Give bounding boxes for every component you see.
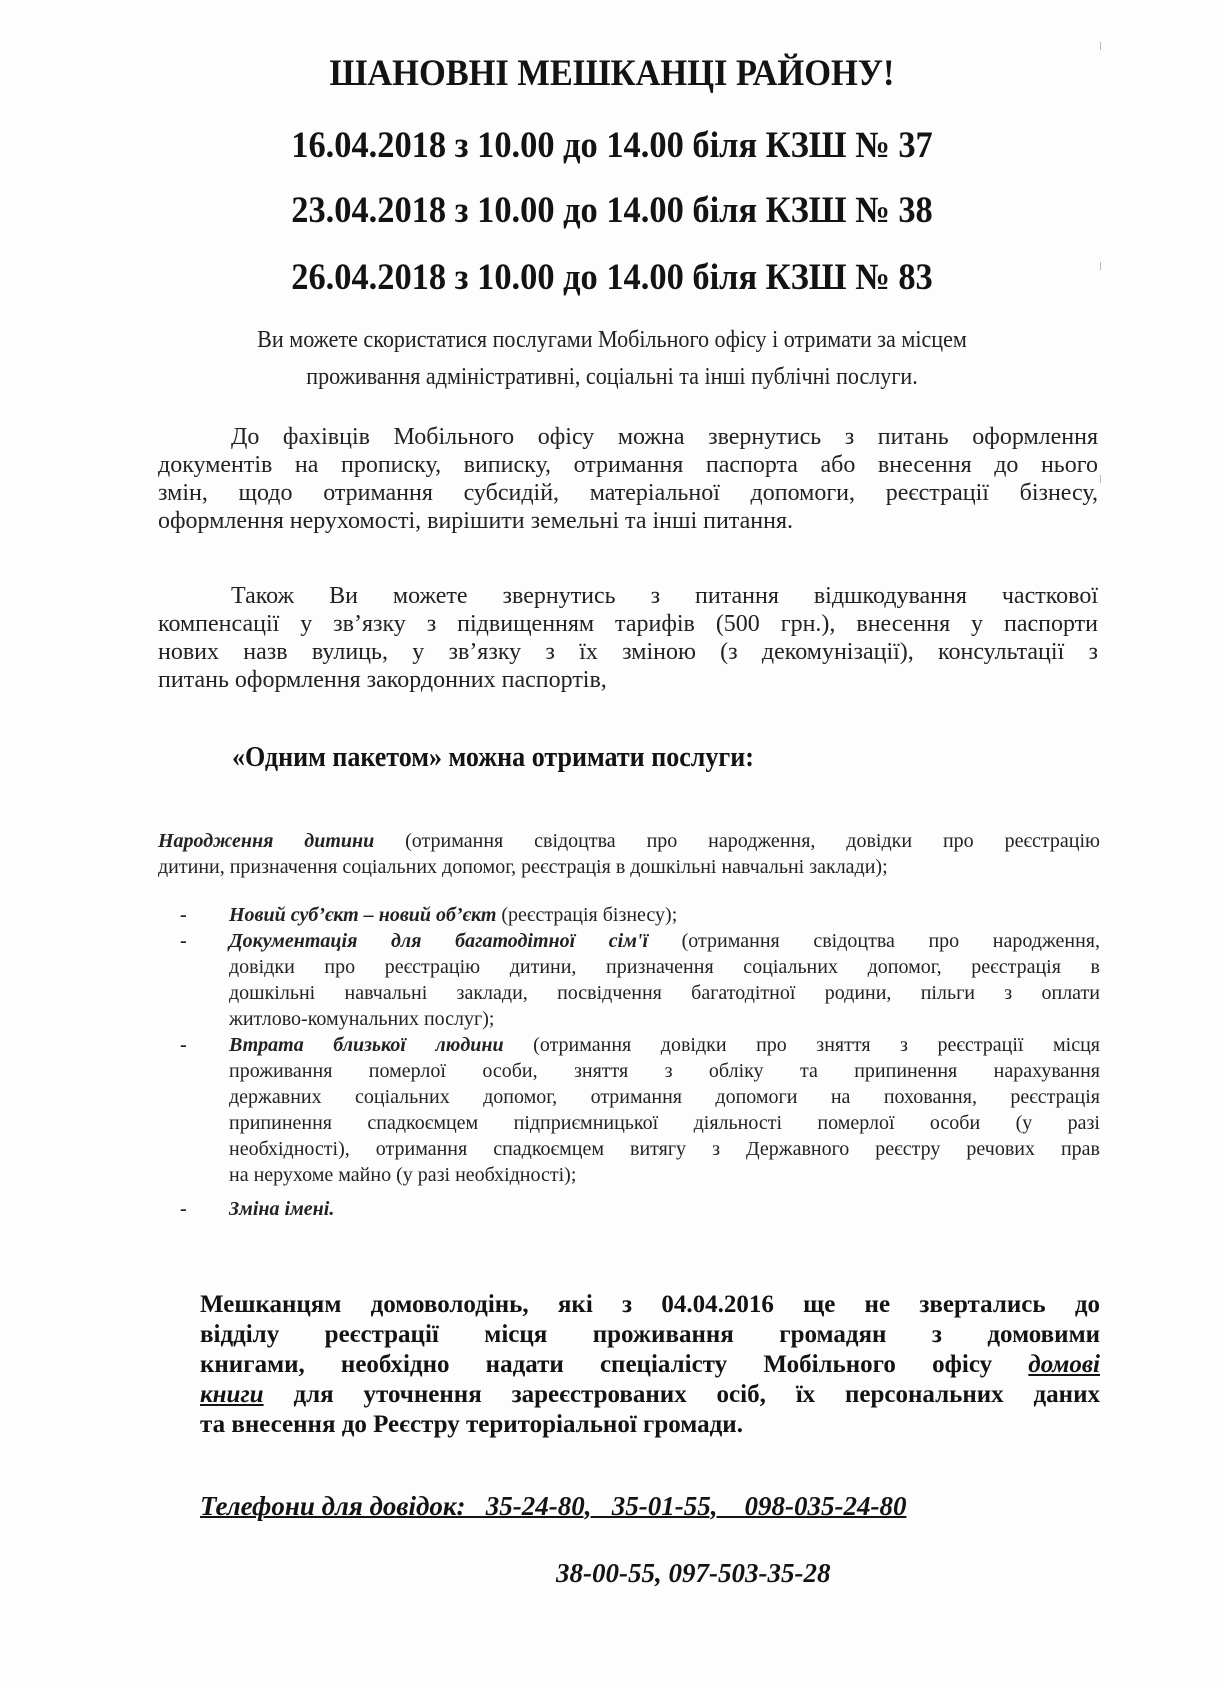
birth-service	[158, 828, 1100, 880]
service-description: (отримання довідки про зняття з реєстрації місця	[503, 1034, 1101, 1056]
service-title: Народження дитини	[158, 830, 375, 852]
service-description: житлово-комунальних послуг);	[229, 1008, 495, 1030]
paragraph-line: нових назв вулиць, у зв’язку з їх зміною (з декомунізації), консультації з	[158, 639, 1098, 665]
service-description: дитини, призначення соціальних допомог, реєстрація в дошкільні навчальні заклади);	[158, 856, 888, 878]
scan-artifact	[1100, 42, 1101, 50]
house-books-emphasis: домові	[1028, 1351, 1100, 1378]
intro-text	[49, 322, 1175, 396]
notice-line: книгами, необхідно надати спеціалісту Мобільного офісу	[200, 1351, 1029, 1378]
paragraph-line: компенсації у зв’язку з підвищенням тарифів (500 грн.), внесення у паспорти	[158, 611, 1098, 637]
bullet-dash: -	[180, 1198, 187, 1220]
service-item	[176, 1196, 1100, 1222]
service-item	[176, 928, 1100, 1032]
notice-line: Мешканцям домоволодінь, які з 04.04.2016 ще не звертались до	[200, 1291, 1100, 1318]
schedule-line: 26.04.2018 з 10.00 до 14.00 біля КЗШ № 83	[291, 257, 933, 298]
service-item	[176, 1032, 1100, 1188]
service-description: припинення спадкоємцем підприємницької діяльності померлої особи (у разі	[229, 1112, 1100, 1134]
paragraph-line: питань оформлення закордонних паспортів,	[158, 667, 607, 693]
service-title: Новий суб’єкт – новий об’єкт	[229, 904, 497, 926]
service-description: необхідності), отримання спадкоємцем витягу з Державного реєстру речових прав	[229, 1138, 1100, 1160]
house-books-notice	[200, 1290, 1100, 1440]
paragraph-line: документів на прописку, виписку, отримання паспорта або внесення до нього	[158, 452, 1098, 478]
paragraph-line: Також Ви можете звернутись з питання відшкодування часткової	[231, 583, 1098, 609]
paragraph-line: змін, щодо отримання субсидій, матеріальної допомоги, реєстрації бізнесу,	[158, 480, 1098, 506]
notice-line: для уточнення зареєстрованих осіб, їх персональних даних	[263, 1381, 1100, 1408]
service-title: Документація для багатодітної сім'ї	[229, 930, 649, 952]
package-heading: «Одним пакетом» можна отримати послуги:	[232, 742, 754, 773]
document-title: ШАНОВНІ МЕШКАНЦІ РАЙОНУ!	[329, 53, 895, 94]
service-description: (реєстрація бізнесу);	[496, 904, 678, 926]
service-description: проживання померлої особи, зняття з обліку та припинення нарахування	[229, 1060, 1100, 1082]
phones-line	[200, 1491, 906, 1522]
service-item	[176, 902, 1100, 928]
bullet-dash: -	[180, 904, 187, 926]
notice-line: відділу реєстрації місця проживання громадян з домовими	[200, 1321, 1100, 1348]
service-description: на нерухоме майно (у разі необхідності);	[229, 1164, 577, 1186]
service-description: (отримання свідоцтва про народження, довідки про реєстрацію	[374, 830, 1100, 852]
schedule-line: 23.04.2018 з 10.00 до 14.00 біля КЗШ № 38	[291, 190, 933, 231]
phones-label: Телефони для довідок:	[200, 1491, 466, 1521]
schedule-line: 16.04.2018 з 10.00 до 14.00 біля КЗШ № 37	[291, 125, 933, 166]
bullet-dash: -	[180, 1034, 187, 1056]
service-description: довідки про реєстрацію дитини, призначення соціальних допомог, реєстрація в	[229, 956, 1100, 978]
bullet-dash: -	[180, 930, 187, 952]
phone-numbers: 35-24-80, 35-01-55, 098-035-24-80	[465, 1491, 907, 1521]
services-list	[176, 902, 1100, 1222]
paragraph-line: оформлення нерухомості, вирішити земельні та інші питання.	[158, 508, 793, 534]
paragraph-additional	[158, 582, 1098, 694]
service-description: дошкільні навчальні заклади, посвідчення багатодітної родини, пільги з оплати	[229, 982, 1100, 1004]
phone-numbers-extra: 38-00-55, 097-503-35-28	[556, 1558, 831, 1588]
intro-line: проживання адміністративні, соціальні та інші публічні послуги.	[306, 364, 918, 390]
service-title: Втрата близької людини	[229, 1034, 504, 1056]
notice-line: та внесення до Реєстру територіальної громади.	[200, 1411, 743, 1438]
service-description: державних соціальних допомог, отримання допомоги на поховання, реєстрація	[229, 1086, 1100, 1108]
intro-line: Ви можете скористатися послугами Мобільного офісу і отримати за місцем	[257, 327, 967, 353]
house-books-emphasis: книги	[200, 1381, 264, 1408]
service-description: (отримання свідоцтва про народження,	[648, 930, 1100, 952]
scan-artifact	[1100, 475, 1101, 483]
paragraph-services	[158, 423, 1098, 535]
paragraph-line: До фахівців Мобільного офісу можна звернутись з питань оформлення	[231, 424, 1098, 450]
service-title: Зміна імені.	[229, 1198, 335, 1220]
